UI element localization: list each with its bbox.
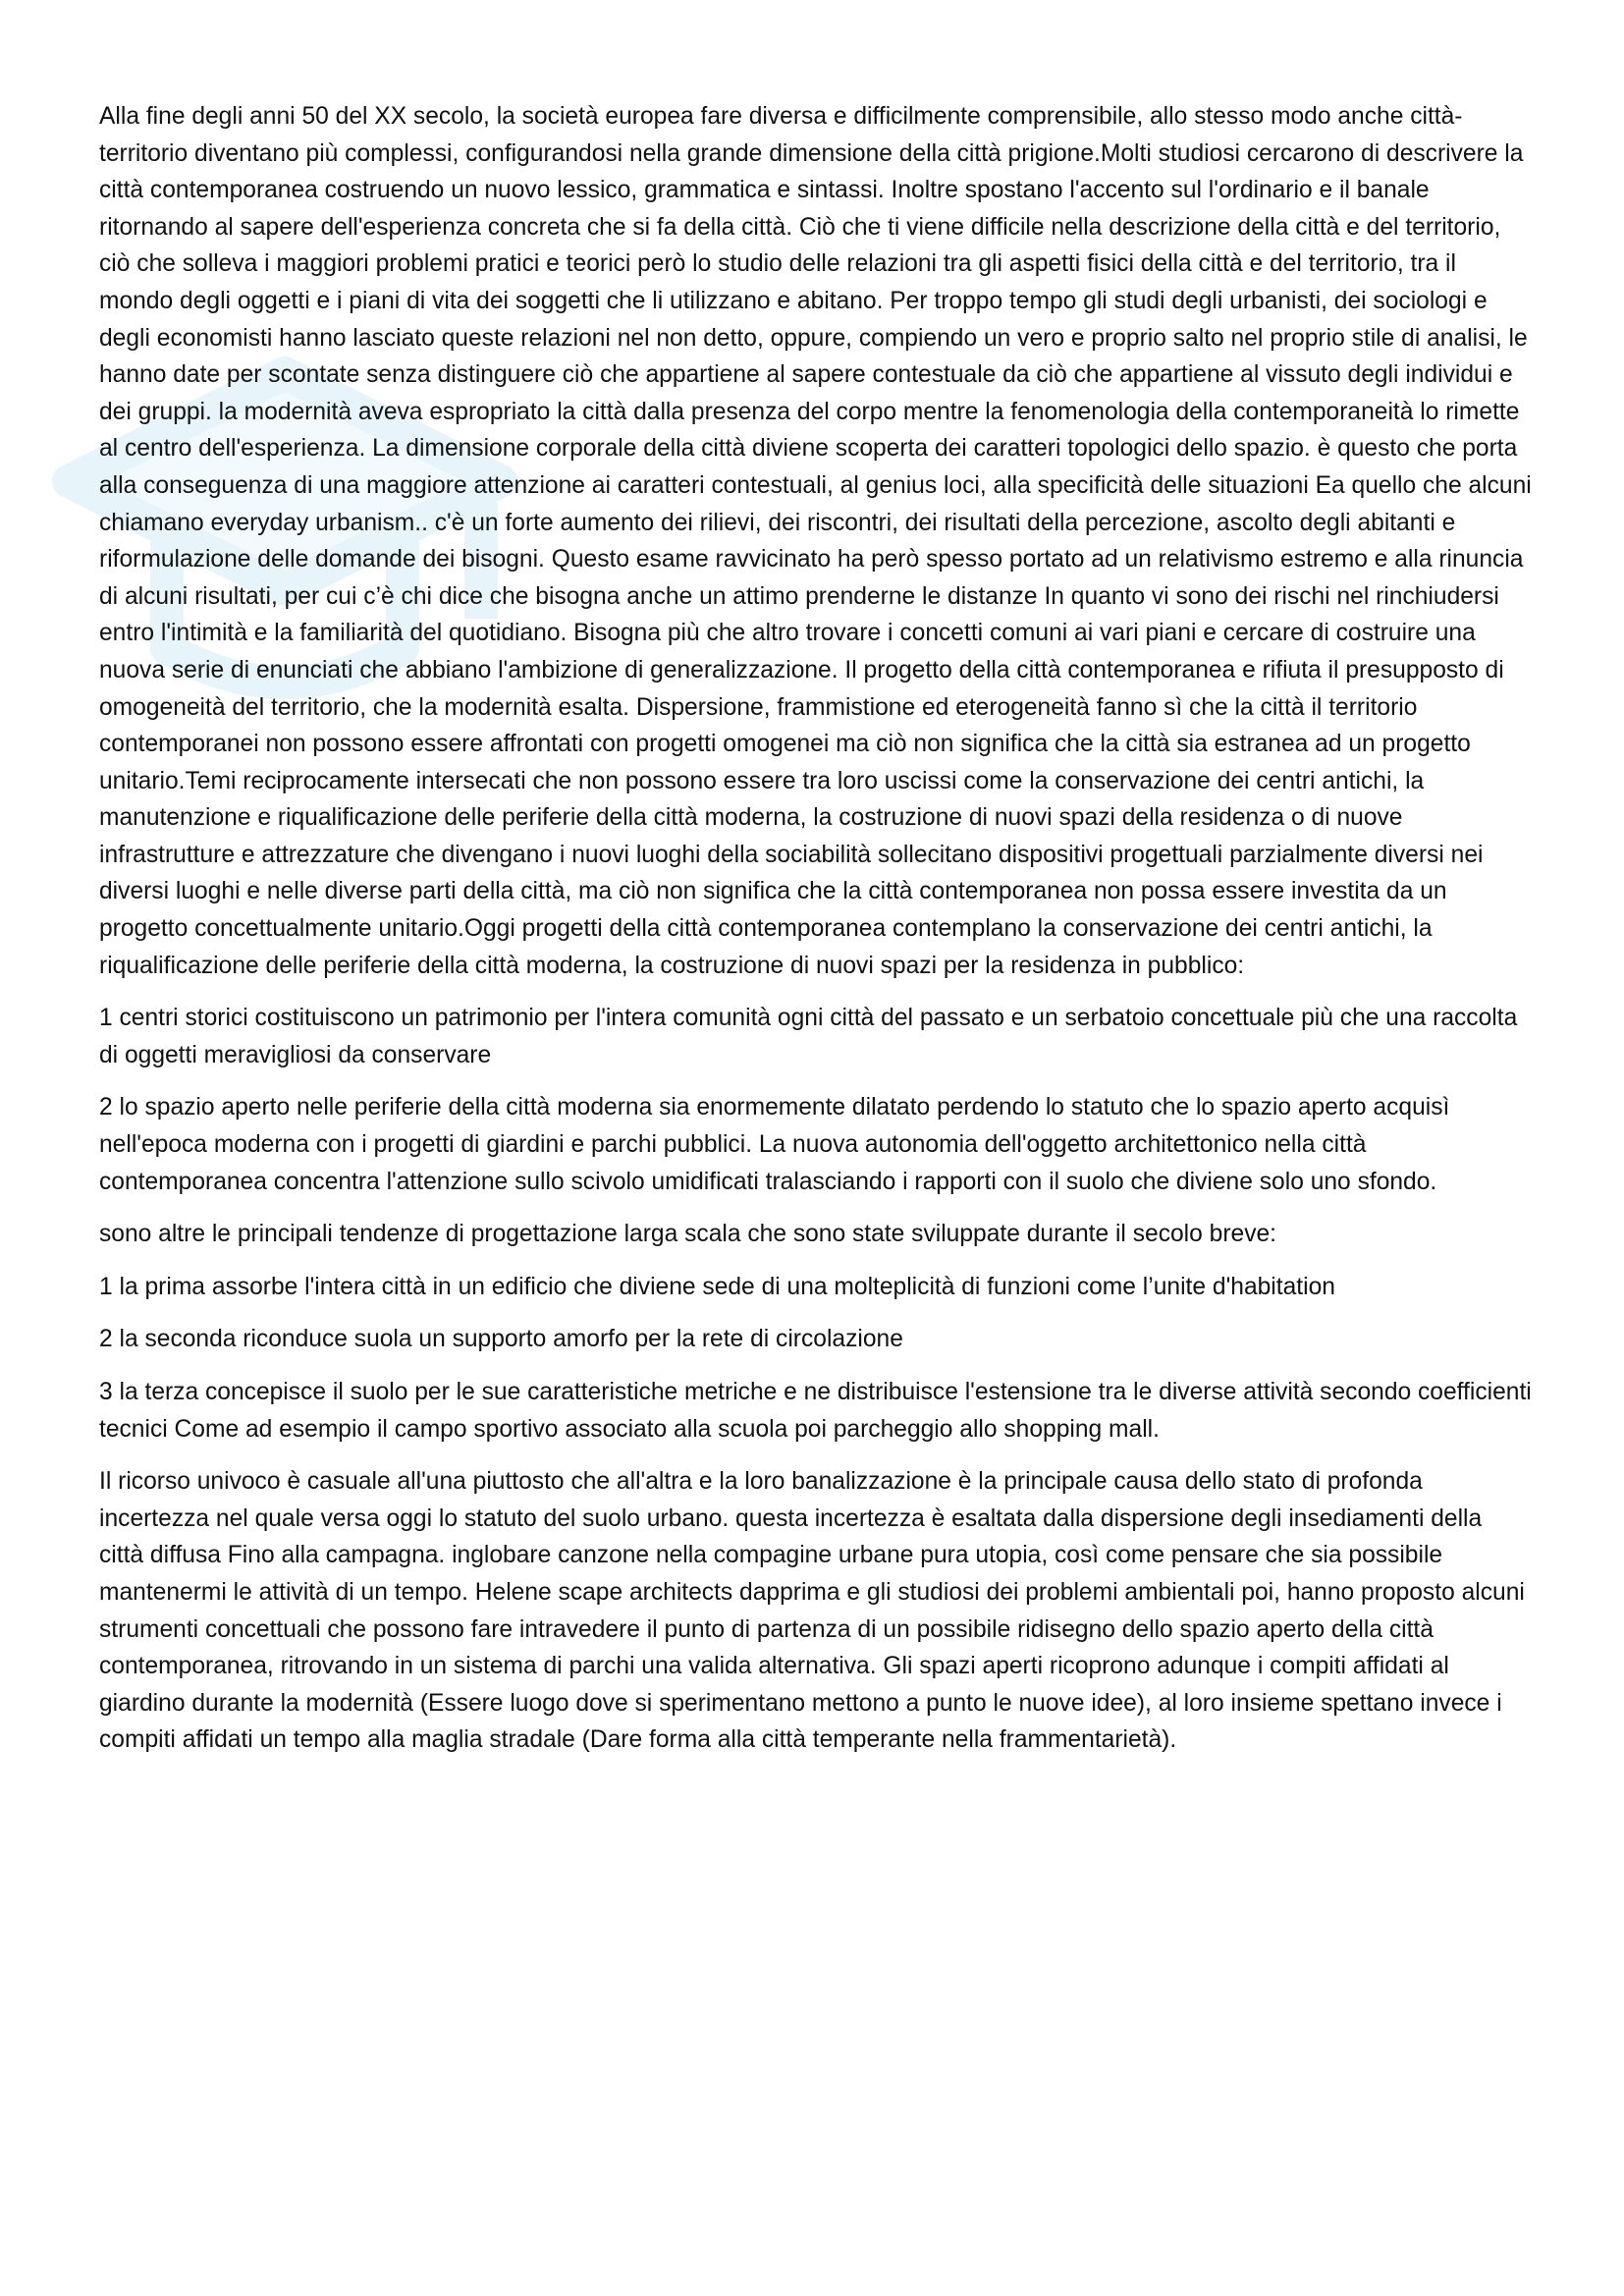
paragraph-tendency-2: 2 la seconda riconduce suola un supporto amorfo per la rete di circolazione [99,1326,903,1353]
paragraph-tendency-3: 3 la terza concepisce il suolo per le sue caratteristiche metriche e ne distribuisce l'estensione tra le diverse attività secondo coefficienti tecnici Come ad esempio il campo sportivo associato alla scuola poi parcheggio allo shopping mall. [99,1379,1532,1443]
paragraph-conclusion: Il ricorso univoco è casuale all'una piuttosto che all'altra e la loro banalizzazione è la principale causa dello stato di profonda incertezza nel quale versa oggi lo statuto del suolo urbano. questa incertezza è esaltata dalla dispersione degli insediamenti della città diffusa Fino alla campagna. inglobare canzone nella compagine urbane pura utopia, così come pensare che sia possibile mantenermi le attività di un tempo. Helene scape architects dapprima e gli studiosi dei problemi ambientali poi, hanno proposto alcuni strumenti concettuali che possono fare intravedere il punto di partenza di un possibile ridisegno dello spazio aperto della città contemporanea, ritrovando in un sistema di parchi una valida alternativa. Gli spazi aperti ricoprono adunque i compiti affidati al giardino durante la modernità (Essere luogo dove si sperimentano mettono a punto le nuove idee), al loro insieme spettano invece i compiti affidati un tempo alla maglia stradale (Dare forma alla città temperante nella frammentarietà). [99,1468,1525,1754]
paragraph-intro: Alla fine degli anni 50 del XX secolo, la società europea fare diversa e difficilmente comprensibile, allo stesso modo anche città-territorio diventano più complessi, configurandosi nella grande dimensione della città prigione.Molti studiosi cercarono di descrivere la città contemporanea costruendo un nuovo lessico, grammatica e sintassi. Inoltre spostano l'accento sul l'ordinario e il banale ritornando al sapere dell'esperienza concreta che si fa della città. Ciò che ti viene difficile nella descrizione della città e del territorio, ciò che solleva i maggiori problemi pratici e teorici però lo studio delle relazioni tra gli aspetti fisici della città e del territorio, tra il mondo degli oggetti e i piani di vita dei soggetti che li utilizzano e abitano. Per troppo tempo gli studi degli urbanisti, dei sociologi e degli economisti hanno lasciato queste relazioni nel non detto, oppure, compiendo un vero e proprio salto nel proprio stile di analisi, le hanno date per scontate senza distinguere ciò che appartiene al sapere contestuale da ciò che appartiene al vissuto degli individui e dei gruppi. la modernità aveva espropriato la città dalla presenza del corpo mentre la fenomenologia della contemporaneità lo rimette al centro dell'esperienza. La dimensione corporale della città diviene scoperta dei caratteri topologici dello spazio. è questo che porta alla conseguenza di una maggiore attenzione ai caratteri contestuali, al genius loci, alla specificità delle situazioni Ea quello che alcuni chiamano everyday urbanism.. c'è un forte aumento dei rilievi, dei riscontri, dei risultati della percezione, ascolto degli abitanti e riformulazione delle domande dei bisogni. Questo esame ravvicinato ha però spesso portato ad un relativismo estremo e alla rinuncia di alcuni risultati, per cui c’è chi dice che bisogna anche un attimo prenderne le distanze In quanto vi sono dei rischi nel rinchiudersi entro l'intimità e la familiarità del quotidiano. Bisogna più che altro trovare i concetti comuni ai vari piani e cercare di costruire una nuova serie di enunciati che abbiano l'ambizione di generalizzazione. Il progetto della città contemporanea e rifiuta il presupposto di omogeneità del territorio, che la modernità esalta. Dispersione, frammistione ed eterogeneità fanno sì che la città il territorio contemporanei non possono essere affrontati con progetti omogenei ma ciò non significa che la città sia estranea ad un progetto unitario.Temi reciprocamente intersecati che non possono essere tra loro uscissi come la conservazione dei centri antichi, la manutenzione e riqualificazione delle periferie della città moderna, la costruzione di nuovi spazi della residenza o di nuove infrastrutture e attrezzature che divengano i nuovi luoghi della sociabilità sollecitano dispositivi progettuali parzialmente diversi nei diversi luoghi e nelle diverse parti della città, ma ciò non significa che la città contemporanea non possa essere investita da un progetto concettualmente unitario.Oggi progetti della città contemporanea contemplano la conservazione dei centri antichi, la riqualificazione delle periferie della città moderna, la costruzione di nuovi spazi per la residenza in pubblico: [99,103,1532,979]
paragraph-tendency-1: 1 la prima assorbe l'intera città in un edificio che diviene sede di una molteplicità di funzioni come l’unite d'habitation [99,1273,1335,1300]
paragraph-item-2: 2 lo spazio aperto nelle periferie della città moderna sia enormemente dilatato perdendo lo statuto che lo spazio aperto acquisì nell'epoca moderna con i progetti di giardini e parchi pubblici. La nuova autonomia dell'oggetto architettonico nella città contemporanea concentra l'attenzione sullo scivolo umidificati tralasciando i rapporti con il suolo che diviene solo uno sfondo. [99,1094,1450,1195]
paragraph-item-1: 1 centri storici costituiscono un patrimonio per l'intera comunità ogni città del passato e un serbatoio concettuale più che una raccolta di oggetti meravigliosi da conservare [99,1005,1518,1068]
paragraph-tendencies-intro: sono altre le principali tendenze di progettazione larga scala che sono state sviluppate durante il secolo breve: [99,1221,1277,1248]
document-body [99,98,1533,1775]
